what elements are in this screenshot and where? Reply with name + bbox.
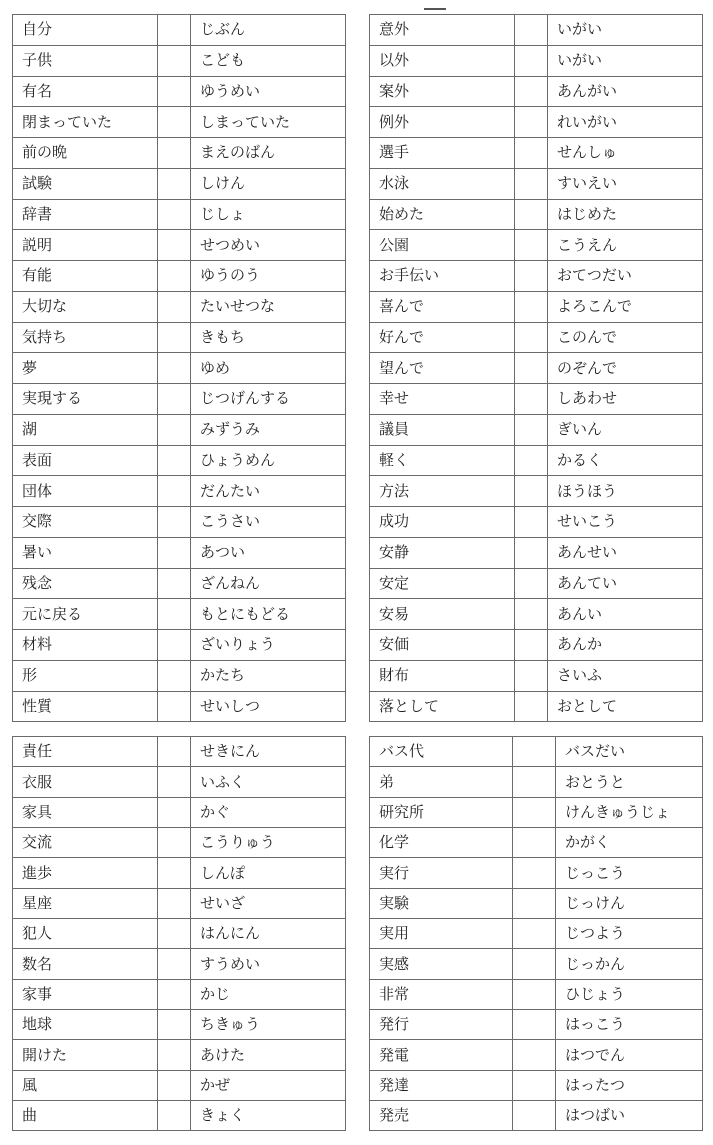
kanji-word-cell: 自分 xyxy=(13,15,158,46)
kanji-word-cell: 夢 xyxy=(13,353,158,384)
kanji-word-cell: 公園 xyxy=(370,230,515,261)
reading-cell: はじめた xyxy=(548,199,703,230)
reading-cell: たいせつな xyxy=(191,291,346,322)
kanji-word-cell: 安易 xyxy=(370,599,515,630)
table-row xyxy=(13,737,346,767)
reading-cell: れいがい xyxy=(548,107,703,138)
table-row xyxy=(370,507,703,538)
table-row xyxy=(370,445,703,476)
blank-cell xyxy=(158,107,191,138)
reading-cell: じっけん xyxy=(556,888,703,918)
table-row xyxy=(13,1010,346,1040)
blank-cell xyxy=(515,138,548,169)
table-row xyxy=(13,507,346,538)
blank-cell xyxy=(158,45,191,76)
kanji-word-cell: 実験 xyxy=(370,888,513,918)
table-row xyxy=(13,76,346,107)
kanji-word-cell: 星座 xyxy=(13,888,158,918)
blank-cell xyxy=(515,384,548,415)
blank-cell xyxy=(515,291,548,322)
kanji-word-cell: 有能 xyxy=(13,261,158,292)
blank-cell xyxy=(515,353,548,384)
kanji-word-cell: 湖 xyxy=(13,414,158,445)
table-row xyxy=(370,630,703,661)
reading-cell: ひじょう xyxy=(556,979,703,1009)
reading-cell: しあわせ xyxy=(548,384,703,415)
kanji-word-cell: 安価 xyxy=(370,630,515,661)
blank-cell xyxy=(158,568,191,599)
kanji-word-cell: 選手 xyxy=(370,138,515,169)
reading-cell: せいこう xyxy=(548,507,703,538)
blank-cell xyxy=(515,691,548,722)
kanji-word-cell: 始めた xyxy=(370,199,515,230)
blank-cell xyxy=(515,537,548,568)
blank-cell xyxy=(515,15,548,46)
kanji-word-cell: 材料 xyxy=(13,630,158,661)
kanji-word-cell: 大切な xyxy=(13,291,158,322)
kanji-word-cell: 元に戻る xyxy=(13,599,158,630)
blank-cell xyxy=(513,949,556,979)
reading-cell: かぜ xyxy=(191,1070,346,1100)
blank-cell xyxy=(513,858,556,888)
table-row xyxy=(370,230,703,261)
reading-cell: あんか xyxy=(548,630,703,661)
table-row xyxy=(13,691,346,722)
reading-cell: こうさい xyxy=(191,507,346,538)
reading-cell: おてつだい xyxy=(548,261,703,292)
blank-cell xyxy=(158,1101,191,1131)
kanji-word-cell: 風 xyxy=(13,1070,158,1100)
blank-cell xyxy=(158,888,191,918)
kanji-word-cell: 非常 xyxy=(370,979,513,1009)
kanji-word-cell: 団体 xyxy=(13,476,158,507)
table-row xyxy=(13,1101,346,1131)
kanji-word-cell: 閉まっていた xyxy=(13,107,158,138)
table-row xyxy=(13,599,346,630)
table-row xyxy=(370,660,703,691)
reading-cell: せつめい xyxy=(191,230,346,261)
table-row xyxy=(370,76,703,107)
reading-cell: こうりゅう xyxy=(191,828,346,858)
table-row xyxy=(13,630,346,661)
kanji-word-cell: 落として xyxy=(370,691,515,722)
table-row xyxy=(370,1040,703,1070)
reading-cell: さいふ xyxy=(548,660,703,691)
reading-cell: しまっていた xyxy=(191,107,346,138)
kanji-word-cell: 交流 xyxy=(13,828,158,858)
table-row xyxy=(13,888,346,918)
table-row xyxy=(370,858,703,888)
kanji-word-cell: 化学 xyxy=(370,828,513,858)
vocab-table-top-right xyxy=(369,14,703,722)
reading-cell: あつい xyxy=(191,537,346,568)
kanji-word-cell: 性質 xyxy=(13,691,158,722)
page-top-mark xyxy=(424,8,446,10)
reading-cell: きもち xyxy=(191,322,346,353)
vocab-table-bottom-left xyxy=(12,736,346,1131)
table-row xyxy=(13,322,346,353)
reading-cell: じしょ xyxy=(191,199,346,230)
table-row xyxy=(370,322,703,353)
table-row xyxy=(370,599,703,630)
blank-cell xyxy=(158,599,191,630)
blank-cell xyxy=(158,476,191,507)
reading-cell: のぞんで xyxy=(548,353,703,384)
table-row xyxy=(370,353,703,384)
table-row xyxy=(370,138,703,169)
kanji-word-cell: 数名 xyxy=(13,949,158,979)
kanji-word-cell: 進歩 xyxy=(13,858,158,888)
table-row xyxy=(13,568,346,599)
reading-cell: かたち xyxy=(191,660,346,691)
blank-cell xyxy=(513,737,556,767)
blank-cell xyxy=(158,1070,191,1100)
blank-cell xyxy=(158,919,191,949)
blank-cell xyxy=(158,507,191,538)
table-row xyxy=(370,828,703,858)
table-row xyxy=(370,919,703,949)
kanji-word-cell: 水泳 xyxy=(370,168,515,199)
table-row xyxy=(13,1070,346,1100)
reading-cell: けんきゅうじょ xyxy=(556,797,703,827)
blank-cell xyxy=(515,568,548,599)
blank-cell xyxy=(158,797,191,827)
blank-cell xyxy=(515,476,548,507)
table-row xyxy=(370,199,703,230)
kanji-word-cell: 案外 xyxy=(370,76,515,107)
kanji-word-cell: お手伝い xyxy=(370,261,515,292)
blank-cell xyxy=(158,168,191,199)
kanji-word-cell: 実感 xyxy=(370,949,513,979)
blank-cell xyxy=(158,353,191,384)
blank-cell xyxy=(515,76,548,107)
kanji-word-cell: 喜んで xyxy=(370,291,515,322)
reading-cell: しけん xyxy=(191,168,346,199)
kanji-word-cell: バス代 xyxy=(370,737,513,767)
reading-cell: このんで xyxy=(548,322,703,353)
kanji-word-cell: 曲 xyxy=(13,1101,158,1131)
blank-cell xyxy=(513,1070,556,1100)
reading-cell: ざんねん xyxy=(191,568,346,599)
blank-cell xyxy=(158,230,191,261)
reading-cell: ゆうめい xyxy=(191,76,346,107)
table-row xyxy=(370,291,703,322)
kanji-word-cell: 以外 xyxy=(370,45,515,76)
blank-cell xyxy=(158,691,191,722)
table-row xyxy=(13,384,346,415)
blank-cell xyxy=(158,199,191,230)
blank-cell xyxy=(515,199,548,230)
kanji-word-cell: 実現する xyxy=(13,384,158,415)
reading-cell: みずうみ xyxy=(191,414,346,445)
table-row xyxy=(13,949,346,979)
table-row xyxy=(370,568,703,599)
kanji-word-cell: 安定 xyxy=(370,568,515,599)
kanji-word-cell: 発売 xyxy=(370,1101,513,1131)
kanji-word-cell: 弟 xyxy=(370,767,513,797)
blank-cell xyxy=(158,322,191,353)
kanji-word-cell: 犯人 xyxy=(13,919,158,949)
blank-cell xyxy=(158,737,191,767)
reading-cell: じっこう xyxy=(556,858,703,888)
table-row xyxy=(370,45,703,76)
reading-cell: ちきゅう xyxy=(191,1010,346,1040)
table-row xyxy=(13,979,346,1009)
reading-cell: いがい xyxy=(548,45,703,76)
reading-cell: ゆうのう xyxy=(191,261,346,292)
blank-cell xyxy=(158,384,191,415)
reading-cell: しんぽ xyxy=(191,858,346,888)
kanji-word-cell: 辞書 xyxy=(13,199,158,230)
reading-cell: だんたい xyxy=(191,476,346,507)
reading-cell: すいえい xyxy=(548,168,703,199)
reading-cell: じっかん xyxy=(556,949,703,979)
blank-cell xyxy=(515,107,548,138)
blank-cell xyxy=(158,76,191,107)
kanji-word-cell: 安静 xyxy=(370,537,515,568)
table-row xyxy=(370,767,703,797)
blank-cell xyxy=(158,445,191,476)
kanji-word-cell: 表面 xyxy=(13,445,158,476)
blank-cell xyxy=(513,888,556,918)
reading-cell: あんがい xyxy=(548,76,703,107)
kanji-word-cell: 暑い xyxy=(13,537,158,568)
table-row xyxy=(13,660,346,691)
table-row xyxy=(13,199,346,230)
kanji-word-cell: 実用 xyxy=(370,919,513,949)
table-row xyxy=(370,414,703,445)
kanji-word-cell: 発達 xyxy=(370,1070,513,1100)
table-row xyxy=(370,797,703,827)
table-row xyxy=(13,353,346,384)
table-row xyxy=(370,476,703,507)
kanji-word-cell: 軽く xyxy=(370,445,515,476)
blank-cell xyxy=(158,979,191,1009)
reading-cell: きょく xyxy=(191,1101,346,1131)
table-row xyxy=(370,888,703,918)
reading-cell: こうえん xyxy=(548,230,703,261)
table-row xyxy=(370,1101,703,1131)
reading-cell: せいざ xyxy=(191,888,346,918)
blank-cell xyxy=(158,630,191,661)
reading-cell: いふく xyxy=(191,767,346,797)
kanji-word-cell: 発行 xyxy=(370,1010,513,1040)
reading-cell: かじ xyxy=(191,979,346,1009)
reading-cell: ゆめ xyxy=(191,353,346,384)
reading-cell: バスだい xyxy=(556,737,703,767)
table-row xyxy=(13,261,346,292)
table-row xyxy=(13,107,346,138)
blank-cell xyxy=(513,828,556,858)
blank-cell xyxy=(158,291,191,322)
table-row xyxy=(370,949,703,979)
table-row xyxy=(13,1040,346,1070)
blank-cell xyxy=(158,15,191,46)
kanji-word-cell: 開けた xyxy=(13,1040,158,1070)
table-row xyxy=(370,261,703,292)
kanji-word-cell: 前の晩 xyxy=(13,138,158,169)
kanji-word-cell: 財布 xyxy=(370,660,515,691)
blank-cell xyxy=(515,599,548,630)
table-row xyxy=(13,15,346,46)
table-row xyxy=(370,1010,703,1040)
blank-cell xyxy=(515,45,548,76)
blank-cell xyxy=(515,630,548,661)
blank-cell xyxy=(515,168,548,199)
blank-cell xyxy=(515,660,548,691)
blank-cell xyxy=(515,507,548,538)
reading-cell: まえのばん xyxy=(191,138,346,169)
kanji-word-cell: 残念 xyxy=(13,568,158,599)
kanji-word-cell: 発電 xyxy=(370,1040,513,1070)
blank-cell xyxy=(158,1010,191,1040)
kanji-word-cell: 説明 xyxy=(13,230,158,261)
reading-cell: せきにん xyxy=(191,737,346,767)
table-row xyxy=(13,445,346,476)
table-row xyxy=(13,230,346,261)
blank-cell xyxy=(158,414,191,445)
table-row xyxy=(370,168,703,199)
blank-cell xyxy=(513,797,556,827)
blank-cell xyxy=(158,1040,191,1070)
reading-cell: あんてい xyxy=(548,568,703,599)
blank-cell xyxy=(515,261,548,292)
kanji-word-cell: 好んで xyxy=(370,322,515,353)
table-row xyxy=(370,691,703,722)
kanji-word-cell: 気持ち xyxy=(13,322,158,353)
kanji-word-cell: 子供 xyxy=(13,45,158,76)
kanji-word-cell: 地球 xyxy=(13,1010,158,1040)
table-row xyxy=(13,767,346,797)
table-row xyxy=(13,476,346,507)
table-row xyxy=(13,168,346,199)
blank-cell xyxy=(158,660,191,691)
reading-cell: じぶん xyxy=(191,15,346,46)
table-row xyxy=(370,15,703,46)
kanji-word-cell: 望んで xyxy=(370,353,515,384)
table-row xyxy=(13,858,346,888)
table-row xyxy=(370,737,703,767)
kanji-word-cell: 形 xyxy=(13,660,158,691)
blank-cell xyxy=(515,322,548,353)
reading-cell: せいしつ xyxy=(191,691,346,722)
vocab-table-top-left xyxy=(12,14,346,722)
reading-cell: よろこんで xyxy=(548,291,703,322)
blank-cell xyxy=(158,828,191,858)
reading-cell: もとにもどる xyxy=(191,599,346,630)
kanji-word-cell: 有名 xyxy=(13,76,158,107)
reading-cell: あんせい xyxy=(548,537,703,568)
reading-cell: おとうと xyxy=(556,767,703,797)
table-row xyxy=(13,414,346,445)
blank-cell xyxy=(515,230,548,261)
reading-cell: ぎいん xyxy=(548,414,703,445)
blank-cell xyxy=(158,767,191,797)
kanji-word-cell: 意外 xyxy=(370,15,515,46)
reading-cell: おとして xyxy=(548,691,703,722)
table-row xyxy=(13,45,346,76)
table-row xyxy=(13,828,346,858)
blank-cell xyxy=(515,414,548,445)
kanji-word-cell: 議員 xyxy=(370,414,515,445)
blank-cell xyxy=(515,445,548,476)
reading-cell: あんい xyxy=(548,599,703,630)
reading-cell: いがい xyxy=(548,15,703,46)
reading-cell: はっこう xyxy=(556,1010,703,1040)
table-row xyxy=(13,138,346,169)
kanji-word-cell: 成功 xyxy=(370,507,515,538)
reading-cell: ほうほう xyxy=(548,476,703,507)
reading-cell: はったつ xyxy=(556,1070,703,1100)
kanji-word-cell: 試験 xyxy=(13,168,158,199)
blank-cell xyxy=(158,261,191,292)
kanji-word-cell: 家具 xyxy=(13,797,158,827)
reading-cell: かぐ xyxy=(191,797,346,827)
blank-cell xyxy=(158,537,191,568)
kanji-word-cell: 実行 xyxy=(370,858,513,888)
reading-cell: はつばい xyxy=(556,1101,703,1131)
reading-cell: すうめい xyxy=(191,949,346,979)
table-row xyxy=(370,979,703,1009)
reading-cell: かがく xyxy=(556,828,703,858)
reading-cell: じつよう xyxy=(556,919,703,949)
kanji-word-cell: 衣服 xyxy=(13,767,158,797)
table-row xyxy=(370,107,703,138)
kanji-word-cell: 方法 xyxy=(370,476,515,507)
blank-cell xyxy=(158,949,191,979)
vocab-table-bottom-right xyxy=(369,736,703,1131)
reading-cell: ひょうめん xyxy=(191,445,346,476)
blank-cell xyxy=(158,858,191,888)
blank-cell xyxy=(158,138,191,169)
table-row xyxy=(370,537,703,568)
table-row xyxy=(13,291,346,322)
table-row xyxy=(13,797,346,827)
reading-cell: かるく xyxy=(548,445,703,476)
kanji-word-cell: 交際 xyxy=(13,507,158,538)
blank-cell xyxy=(513,1040,556,1070)
blank-cell xyxy=(513,1010,556,1040)
blank-cell xyxy=(513,919,556,949)
kanji-word-cell: 責任 xyxy=(13,737,158,767)
table-row xyxy=(13,537,346,568)
table-row xyxy=(370,384,703,415)
blank-cell xyxy=(513,1101,556,1131)
reading-cell: はつでん xyxy=(556,1040,703,1070)
kanji-word-cell: 家事 xyxy=(13,979,158,1009)
reading-cell: はんにん xyxy=(191,919,346,949)
blank-cell xyxy=(513,767,556,797)
blank-cell xyxy=(513,979,556,1009)
table-row xyxy=(370,1070,703,1100)
table-row xyxy=(13,919,346,949)
kanji-word-cell: 幸せ xyxy=(370,384,515,415)
reading-cell: じつげんする xyxy=(191,384,346,415)
reading-cell: あけた xyxy=(191,1040,346,1070)
reading-cell: こども xyxy=(191,45,346,76)
reading-cell: ざいりょう xyxy=(191,630,346,661)
kanji-word-cell: 例外 xyxy=(370,107,515,138)
kanji-word-cell: 研究所 xyxy=(370,797,513,827)
reading-cell: せんしゅ xyxy=(548,138,703,169)
